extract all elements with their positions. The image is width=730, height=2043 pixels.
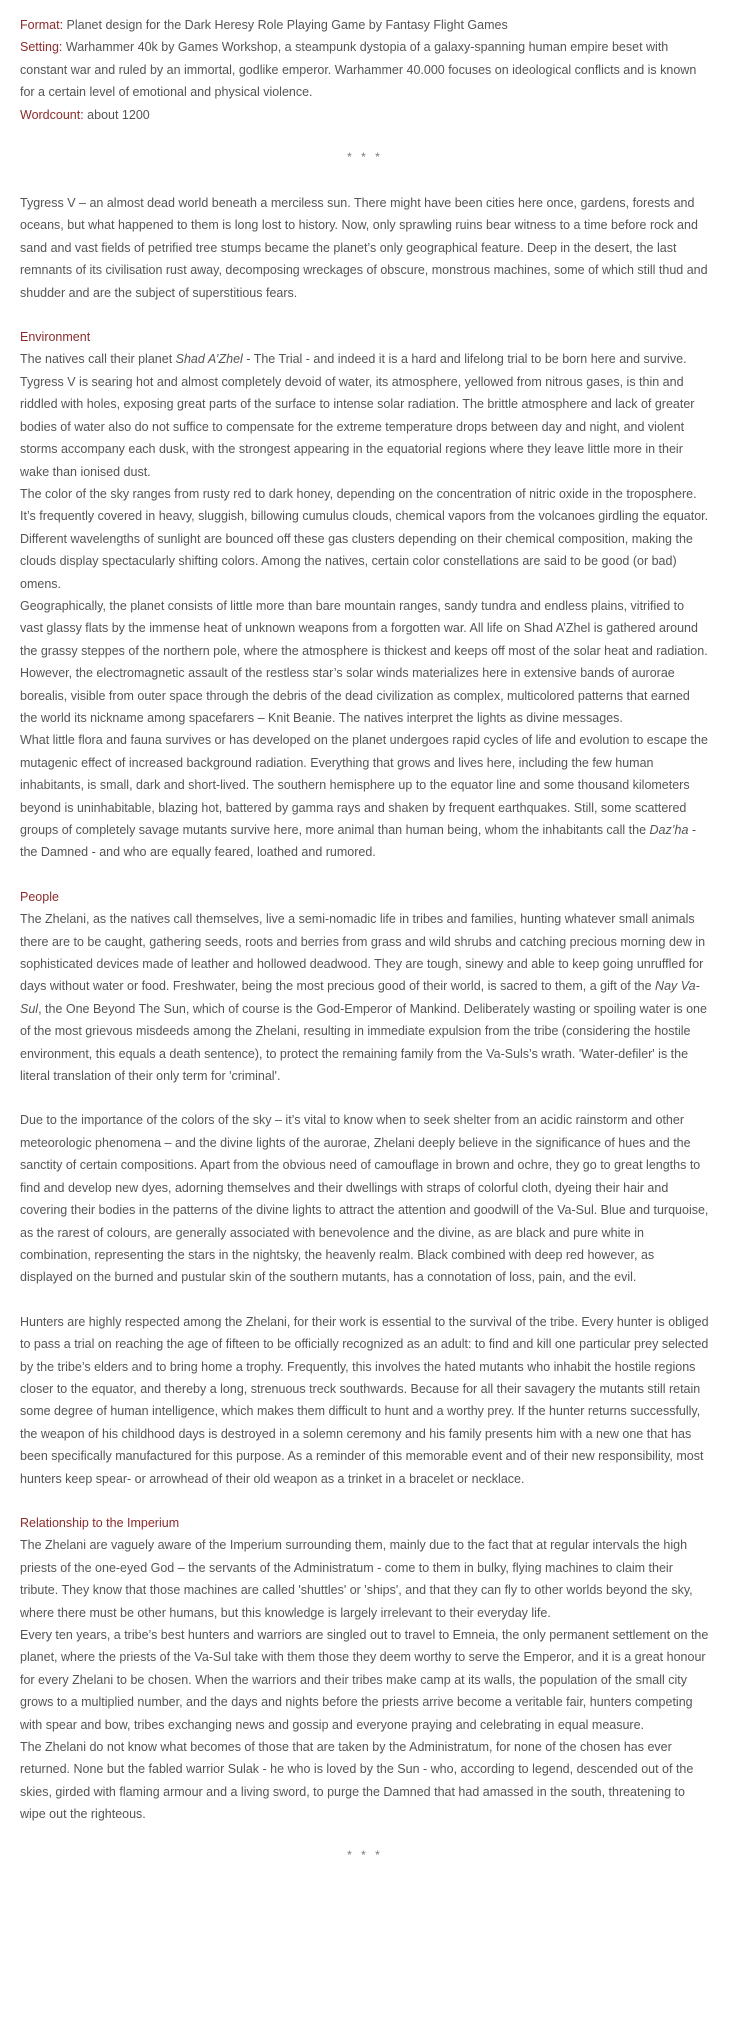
setting-line xyxy=(20,36,710,103)
people-paragraph-2: Due to the importance of the colors of the sky – it’s vital to know when to seek shelter from an acidic rainstorm and other meteorologic phenomena – and the divine lights of the aurorae, Zhelani deeply believe in the significance of hues and the sanctity of certain compositions. Apart from the obvious need of camouflage in brown and ochre, they go to great lengths to find and develop new dyes, adorning themselves and their dwellings with straps of colorful cloth, dyeing their hair and covering their bodies in the patterns of the divine lights to attract the attention and goodwill of the Va-Sul. Blue and turquoise, as the rarest of colours, are generally associated with benevolence and the divine, as are black and pure white in combination, representing the stars in the nightsky, the heavenly realm. Black combined with deep red however, as displayed on the burned and pustular skin of the southern mutants, has a connotation of loss, pain, and the evil. xyxy=(20,1113,709,1285)
format-label: Format: xyxy=(20,18,64,32)
wordcount-line xyxy=(20,104,710,126)
environment-paragraph-1: The natives call their planet Shad A’Zhel - The Trial - and indeed it is a hard and lifelong trial to be born here and survive. Tygress V is searing hot and almost completely devoid of water, its atmosphere, yellowed from nitrous gases, is thin and riddled with holes, exposing great parts of the surface to intense solar radiation. The brittle atmosphere and lack of greater bodies of water also do not suffice to compensate for the extreme temperature drops between day and night, and violent storms accompany each dusk, with the strongest appearing in the equatorial regions where they leave little more in their wake than ionised dust. xyxy=(20,352,695,479)
intro-paragraph: Tygress V – an almost dead world beneath a merciless sun. There might have been cities here once, gardens, forests and oceans, but what happened to them is long lost to history. Now, only sprawling ruins bear witness to a time before rock and sand and vast fields of petrified tree stumps became the planet’s only geographical feature. Deep in the desert, the last remnants of its civilisation rust away, decomposing wreckages of obscure, monstrous machines, some of which still thud and shudder and are the subject of superstitious fears. xyxy=(20,196,708,300)
environment-heading: Environment xyxy=(20,330,91,345)
imperium-paragraph-3: The Zhelani do not know what becomes of those that are taken by the Administratum, for none of the chosen has ever returned. None but the fabled warrior Sulak - he who is loved by the Sun - who, according to legend, descended out of the skies, girded with flaming armour and a living sword, to purge the Damned that had amassed in the south, threatening to wipe out the righteous. xyxy=(20,1740,694,1822)
section-separator: * * * xyxy=(347,150,383,165)
format-value: Planet design for the Dark Heresy Role Playing Game by Fantasy Flight Games xyxy=(63,18,508,32)
term-shad-azhel: Shad A’Zhel xyxy=(175,352,243,367)
environment-paragraph-4: What little flora and fauna survives or has developed on the planet undergoes rapid cycles of life and evolution to escape the mutagenic effect of increased background radiation. Everything that grows and lives here, including the few human inhabitants, is small, dark and short-lived. The southern hemisphere up to the equator line and some thousand kilometers beyond is uninhabitable, blazing hot, battered by gamma rays and shaken by frequent earthquakes. Still, some scattered groups of completely savage mutants survive here, more animal than human being, whom the inhabitants call the Daz’ha - the Damned - and who are equally feared, loathed and rumored. xyxy=(20,733,708,860)
people-paragraph-3: Hunters are highly respected among the Zhelani, for their work is essential to the survival of the tribe. Every hunter is obliged to pass a trial on reaching the age of fifteen to be officially recognized as an adult: to find and kill one particular prey selected by the tribe’s elders and to bring home a trophy. Frequently, this involves the hated mutants who inhabit the hostile regions closer to the equator, and thereby a long, strenuous treck southwards. Because for all their savagery the mutants still retain some degree of human intelligence, which makes them difficult to hunt and a worthy prey. If the hunter returns successfully, the weapon of his childhood days is destroyed in a solemn ceremony and his family presents him with a new one that has been specifically manufactured for this purpose. As a reminder of this memorable event and of their new responsibility, most hunters keep spear- or arrowhead of their old weapon as a trinket in a bracelet or necklace. xyxy=(20,1314,709,1486)
imperium-paragraph-1: The Zhelani are vaguely aware of the Imperium surrounding them, mainly due to the fact that at regular intervals the high priests of the one-eyed God – the servants of the Administratum - come to them in bulky, flying machines to claim their tribute. They know that those machines are called 'shuttles' or 'ships', and that they can fly to other worlds beyond the sky, where there must be other humans, but this knowledge is largely irrelevant to their everyday life. xyxy=(20,1538,693,1620)
end-separator: * * * xyxy=(347,1847,383,1862)
people-heading: People xyxy=(20,889,59,904)
setting-value: Warhammer 40k by Games Workshop, a steampunk dystopia of a galaxy-spanning human empire beset with constant war and ruled by an immortal, godlike emperor. Warhammer 40.000 focuses on ideological conflicts and is known for a certain level of emotional and physical violence. xyxy=(20,40,697,100)
people-paragraph-1: The Zhelani, as the natives call themselves, live a semi-nomadic life in tribes and families, hunting whatever small animals there are to be caught, gathering seeds, roots and berries from grass and wild shrubs and catching precious morning dew in sophisticated devices made of leather and hollowed deadwood. They are tough, sinewy and able to keep going unruffled for days without water or food. Freshwater, being the most precious good of their world, is sacred to them, a gift of the Nay Va-Sul, the One Beyond The Sun, which of course is the God-Emperor of Mankind. Deliberately wasting or spoiling water is one of the most grievous misdeeds among the Zhelani, resulting in immediate expulsion from the tribe (considering the hostile environment, this equals a death sentence), to protect the remaining family from the Va-Suls’s wrath. 'Water-defiler' is the literal translation of their only term for 'criminal'. xyxy=(20,912,707,1084)
wordcount-value: about 1200 xyxy=(83,107,150,122)
setting-label: Setting: xyxy=(20,40,63,55)
term-nay-va-sul: Nay Va-Sul xyxy=(20,979,700,1016)
term-dazha: Daz’ha xyxy=(649,823,689,837)
wordcount-label: Wordcount: xyxy=(20,107,84,122)
format-line xyxy=(20,14,710,36)
environment-paragraph-2: The color of the sky ranges from rusty red to dark honey, depending on the concentration of nitric oxide in the troposphere. It’s frequently covered in heavy, sluggish, billowing cumulus clouds, chemical vapors from the volcanoes girdling the equator. Different wavelengths of sunlight are bounced off these gas clusters depending on their chemical composition, making the clouds display spectacularly shifting colors. Among the natives, certain color constellations are said to be good (or bad) omens. xyxy=(20,486,709,591)
environment-paragraph-3: Geographically, the planet consists of little more than bare mountain ranges, sandy tundra and endless plains, vitrified to vast glassy flats by the immense heat of unknown weapons from a forgotten war. All life on Shad A’Zhel is gathered around the grassy steppes of the northern pole, where the atmosphere is thickest and keeps off most of the solar heat and radiation. However, the electromagnetic assault of the restless star’s solar winds materializes here in extensive bands of aurorae borealis, visible from outer space through the debris of the dead civilization as complex, multicolored patterns that earned the world its nickname among spacefarers – Knit Beanie. The natives interpret the lights as divine messages. xyxy=(20,598,708,725)
imperium-heading: Relationship to the Imperium xyxy=(20,1515,180,1530)
imperium-paragraph-2: Every ten years, a tribe’s best hunters and warriors are singled out to travel to Emneia, the only permanent settlement on the planet, where the priests of the Va-Sul take with them those they deem worthy to serve the Emperor, and it is a great honour for every Zhelani to be chosen. When the warriors and their tribes make camp at its walls, the population of the small city grows to a multiplied number, and the days and nights before the priests arrive become a veritable fair, hunters competing with spear and bow, tribes exchanging news and gossip and everyone praying and celebrating in equal measure. xyxy=(20,1628,709,1732)
